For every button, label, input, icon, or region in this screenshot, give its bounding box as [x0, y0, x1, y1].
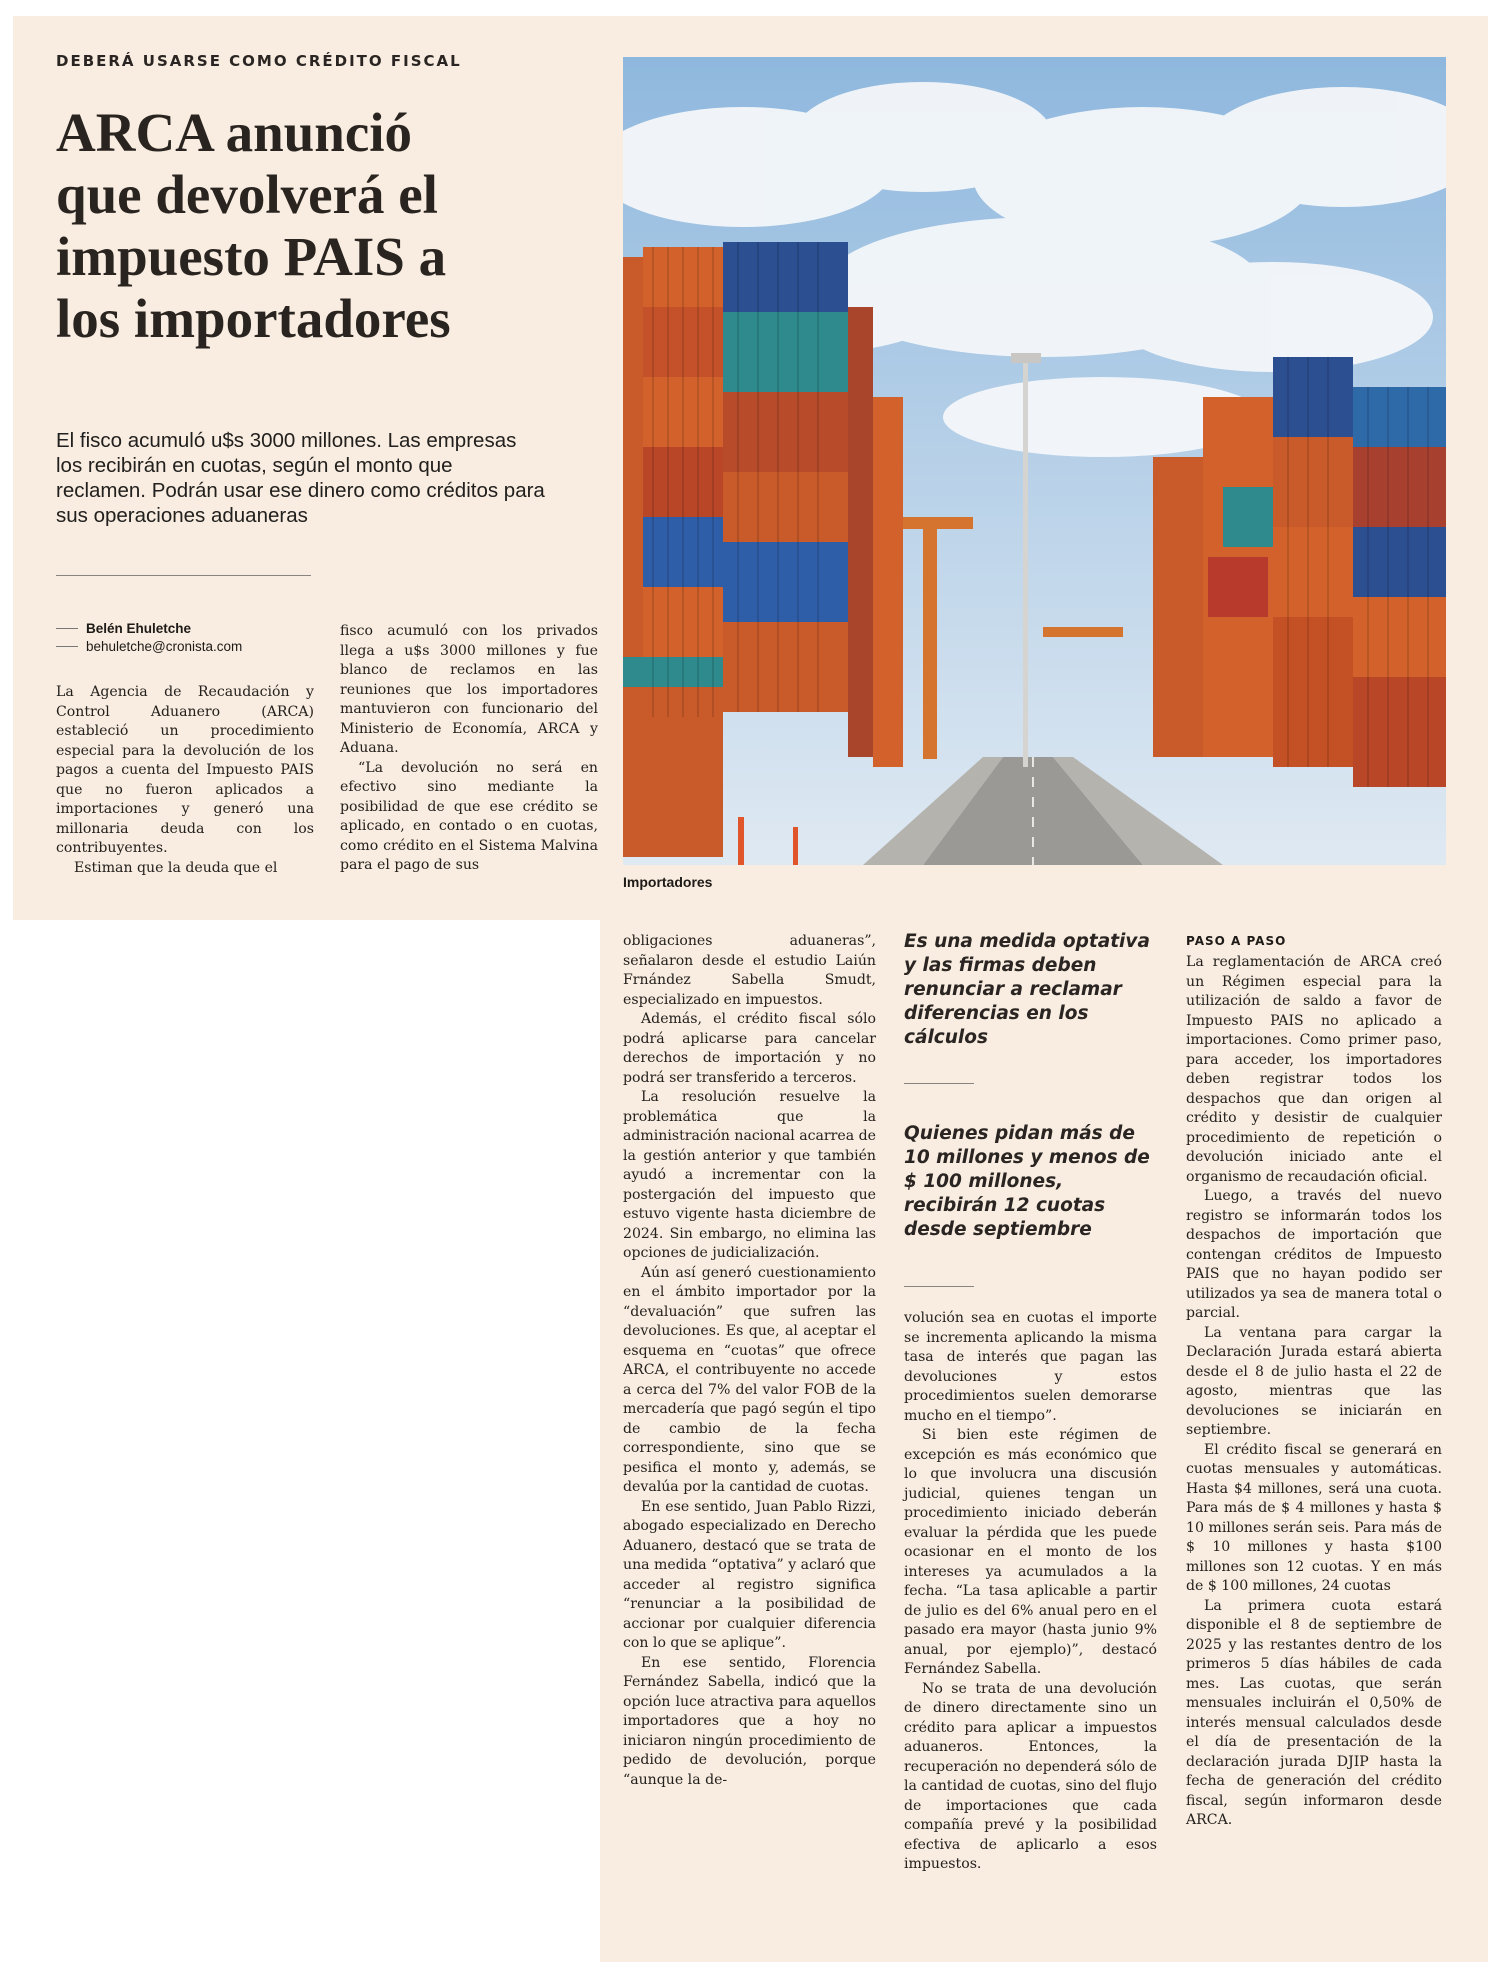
- paso-a-paso-label: PASO A PASO: [1186, 934, 1287, 948]
- column-5-p2: Luego, a través del nuevo registro se informarán todos los despachos de importación que contengan créditos de Impuesto PAIS que no hayan podido ser utilizados ya sea de manera total o parcial.: [1186, 1188, 1442, 1321]
- headline-line-1: ARCA anunció: [56, 102, 413, 163]
- port-containers-image: [623, 57, 1446, 865]
- pull-quote-2: Quienes pidan más de 10 millones y menos de $ 100 millones, recibirán 12 cuotas desde septiembre: [904, 1123, 1150, 1240]
- column-2: [340, 622, 598, 876]
- pull-quote-divider-2: [904, 1286, 974, 1287]
- column-3-p3: La resolución resuelve la problemática que la administración nacional acarrea de la gestión anterior y que también ayudó a incrementar con la postergación del impuesto que estuvo vigente hasta diciembre de 2024. Sin embargo, no elimina las opciones de judicialización.: [623, 1089, 876, 1261]
- photo-containers: [623, 57, 1446, 865]
- column-5-p5: La primera cuota estará disponible el 8 de septiembre de 2025 y las restantes dentro de los primeros 5 días hábiles de cada mes. Las cuotas, que serán mensuales incluirán el 0,50% de interés mensual calculados desde el día de presentación de la declaración jurada DJIP hasta la fecha de generación del crédito fiscal, según informaron desde ARCA.: [1186, 1597, 1442, 1828]
- pull-quote-divider: [904, 1083, 974, 1084]
- column-3-p5: En ese sentido, Juan Pablo Rizzi, abogado especializado en Derecho Aduanero, destacó que se trata de una medida “optativa” y aclaró que acceder al registro significa “renunciar a la posibilidad de accionar por cualquier diferencia con lo que se aplique”.: [623, 1498, 876, 1651]
- byline: [56, 621, 316, 654]
- email-rule: [56, 646, 78, 647]
- column-3-p4: Aún así generó cuestionamiento en el ámbito importador por la “devaluación” que sufren las devoluciones. Es que, al aceptar el esquema en “cuotas” que ofrece ARCA, el contribuyente no accede a cerca del 7% del valor FOB de la mercadería que pagó según el tipo de cambio de la fecha correspondiente, sino que se pesifica el monto y, además, se devalúa por la cantidad de cuotas.: [623, 1264, 876, 1495]
- column-5-p1: La reglamentación de ARCA creó un Régimen especial para la utilización de saldo a favor de Impuesto PAIS no aplicado a importaciones. Como primer paso, para acceder, los importadores deben registrar todos los despachos que dan origen al crédito y desistir de cualquier procedimiento de repetición o devolución iniciado ante el organismo de recaudación oficial.: [1186, 954, 1442, 1185]
- kicker: DEBERÁ USARSE COMO CRÉDITO FISCAL: [56, 52, 462, 70]
- column-3-p6: En ese sentido, Florencia Fernández Sabella, indicó que la opción luce atractiva para aquellos importadores que a hoy no iniciaron ningún procedimiento de pedido de devolución, porque “aunque la de-: [623, 1654, 876, 1788]
- column-1: [56, 683, 314, 878]
- column-4: [904, 1309, 1157, 1875]
- headline-line-4: los importadores: [56, 288, 451, 349]
- summary: El fisco acumuló u$s 3000 millones. Las empresas los recibirán en cuotas, según el monto que reclamen. Podrán usar ese dinero como créditos para sus operaciones aduaneras: [56, 429, 545, 527]
- author-email[interactable]: behuletche@cronista.com: [86, 639, 243, 654]
- column-4-p2: Si bien este régimen de excepción es más económico que lo que involucra una discusión judicial, quienes tengan un procedimiento iniciado deberán evaluar la pérdida que les puede ocasionar en el monto de los intereses ya acumulados a la fecha. “La tasa aplicable a partir de julio es del 6% anual pero en el pasado era mayor (hasta junio 9% anual, por ejemplo)”, destacó Fernández Sabella.: [904, 1427, 1157, 1677]
- column-5-p3: La ventana para cargar la Declaración Jurada estará abierta desde el 8 de julio hasta el 22 de agosto, mientras que las devoluciones se iniciarán en septiembre.: [1186, 1324, 1442, 1438]
- headline-line-3: impuesto PAIS a: [56, 226, 447, 287]
- column-4-p3: No se trata de una devolución de dinero directamente sino un crédito para aplicar a impuestos aduaneros. Entonces, la recuperación no dependerá sólo de la cantidad de cuotas, sino del flujo de importaciones que cada compañía prevé y la posibilidad efectiva de aplicarlo a esos impuestos.: [904, 1680, 1157, 1872]
- column-2-p2: “La devolución no será en efectivo sino mediante la posibilidad de que ese crédito se aplicado, en contado o en cuotas, como crédito en el Sistema Malvina para el pago de sus: [340, 759, 598, 873]
- column-1-p1: La Agencia de Recaudación y Control Aduanero (ARCA) estableció un procedimiento especial para la devolución de los pagos a cuenta del Impuesto PAIS que no fueron aplicados a importaciones y generó una millonaria deuda con los contribuyentes.: [56, 684, 314, 856]
- headline-line-2: que devolverá el: [56, 164, 438, 225]
- column-3: [623, 932, 876, 1790]
- column-1-p2: Estiman que la deuda que el: [74, 859, 278, 876]
- summary-divider: [56, 575, 311, 576]
- photo-caption: Importadores: [623, 874, 713, 890]
- byline-rule: [56, 628, 78, 629]
- column-3-p2: Además, el crédito fiscal sólo podrá aplicarse para cancelar derechos de importación y no podrá ser transferido a terceros.: [623, 1011, 876, 1086]
- column-3-p1: obligaciones aduaneras”, señalaron desde el estudio Laiún Frnández Sabella Smudt, especializado en impuestos.: [623, 933, 876, 1008]
- headline: [56, 102, 616, 350]
- column-5-p4: El crédito fiscal se generará en cuotas mensuales y automáticas. Hasta $4 millones, será una cuota. Para más de $ 4 millones y hasta $ 10 millones serán seis. Para más de $ 10 millones y hasta $100 millones son 12 cuotas. Y en más de $ 100 millones, 24 cuotas: [1186, 1441, 1442, 1594]
- column-2-p1: fisco acumuló con los privados llega a u$s 3000 millones y fue blanco de reclamos en las reuniones que los importadores mantuvieron con funcionario del Ministerio de Economía, ARCA y Aduana.: [340, 623, 598, 756]
- column-5: [1186, 953, 1442, 1831]
- column-4-p1: volución sea en cuotas el importe se incrementa aplicando la misma tasa de interés que pagan las devoluciones y estos procedimientos suelen demorarse mucho en el tiempo”.: [904, 1310, 1157, 1424]
- pull-quote-1: Es una medida optativa y las firmas deben renunciar a reclamar diferencias en los cálculos: [904, 931, 1150, 1048]
- author-name: Belén Ehuletche: [86, 621, 192, 636]
